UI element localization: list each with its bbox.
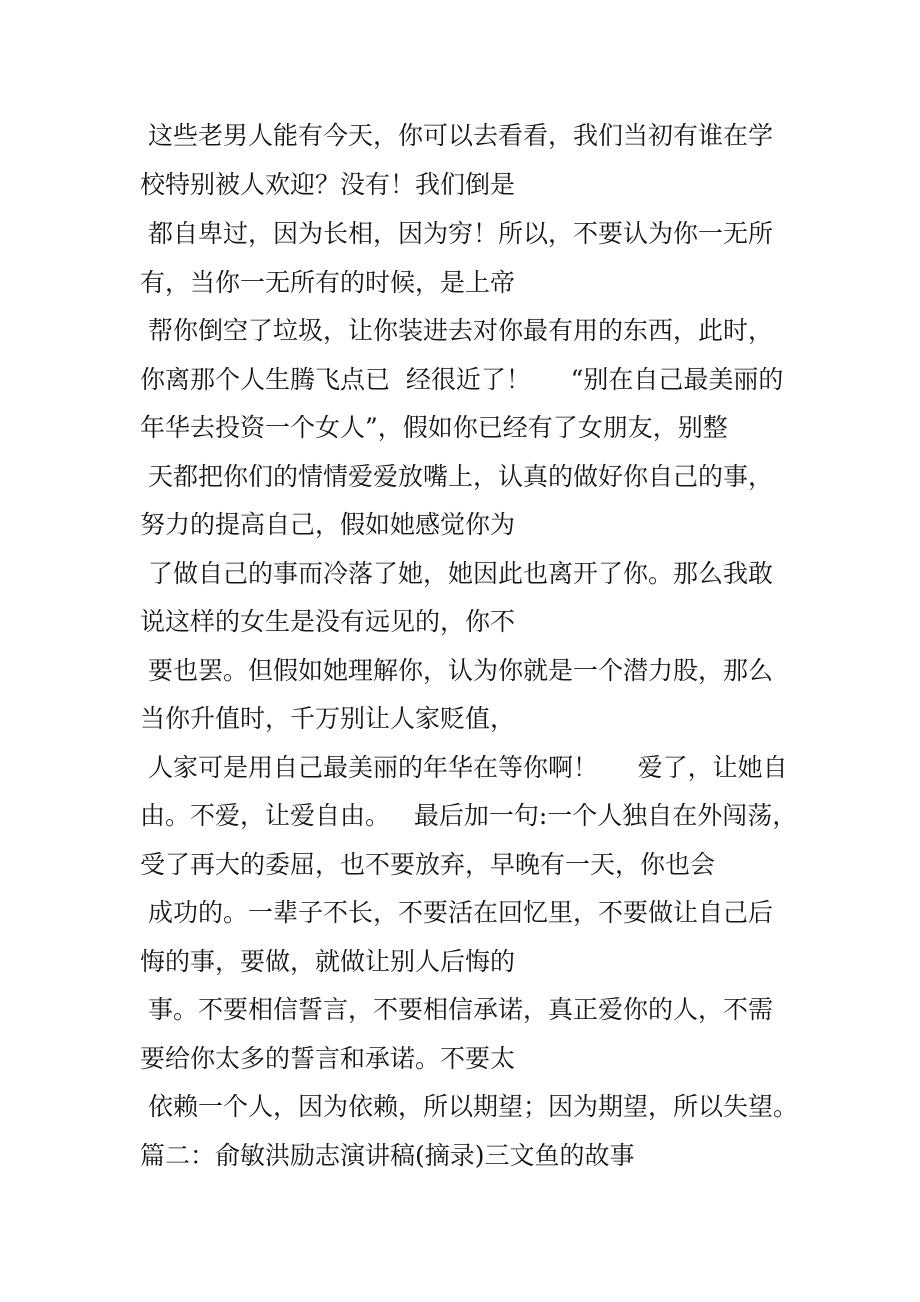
- text-line: 人家可是用自己最美丽的年华在等你啊！ 爱了，让她自: [140, 753, 788, 782]
- text-line: 成功的。一辈子不长，不要活在回忆里，不要做让自己后: [140, 898, 773, 927]
- text-line: 说这样的女生是没有远见的，你不: [140, 607, 516, 636]
- section-heading: 篇二：俞敏洪励志演讲稿(摘录)三文鱼的故事: [140, 1141, 635, 1170]
- text-line: 了做自己的事而冷落了她，她因此也离开了你。那么我敢: [140, 559, 773, 588]
- text-line: 帮你倒空了垃圾，让你装进去对你最有用的东西，此时，: [140, 316, 773, 345]
- text-line: 依赖一个人，因为依赖，所以期望；因为期望，所以失望。: [140, 1092, 798, 1121]
- text-line: 要也罢。但假如她理解你，认为你就是一个潜力股，那么: [140, 656, 773, 685]
- text-line: 事。不要相信誓言，不要相信承诺，真正爱你的人，不需: [140, 995, 773, 1024]
- text-line: 由。不爱，让爱自由。 最后加一句:一个人独自在外闯荡，: [140, 801, 798, 830]
- text-line: 要给你太多的誓言和承诺。不要太: [140, 1044, 516, 1073]
- text-line: 你离那个人生腾飞点已 经很近了！ “别在自己最美丽的: [140, 365, 784, 394]
- text-line: 努力的提高自己，假如她感觉你为: [140, 510, 516, 539]
- text-line: 年华去投资一个女人”，假如你已经有了女朋友，别整: [140, 413, 728, 442]
- text-line: 都自卑过，因为长相，因为穷！所以，不要认为你一无所: [140, 219, 773, 248]
- text-line: 受了再大的委屈，也不要放弃，早晚有一天，你也会: [140, 850, 716, 879]
- text-line: 当你升值时，千万别让人家贬值，: [140, 704, 516, 733]
- text-line: 有，当你一无所有的时候，是上帝: [140, 268, 516, 297]
- text-line: 悔的事，要做，就做让别人后悔的: [140, 947, 516, 976]
- text-line: 天都把你们的情情爱爱放嘴上，认真的做好你自己的事，: [140, 462, 773, 491]
- text-line: 这些老男人能有今天，你可以去看看，我们当初有谁在学: [140, 121, 773, 150]
- text-line: 校特别被人欢迎？没有！我们倒是: [140, 170, 516, 199]
